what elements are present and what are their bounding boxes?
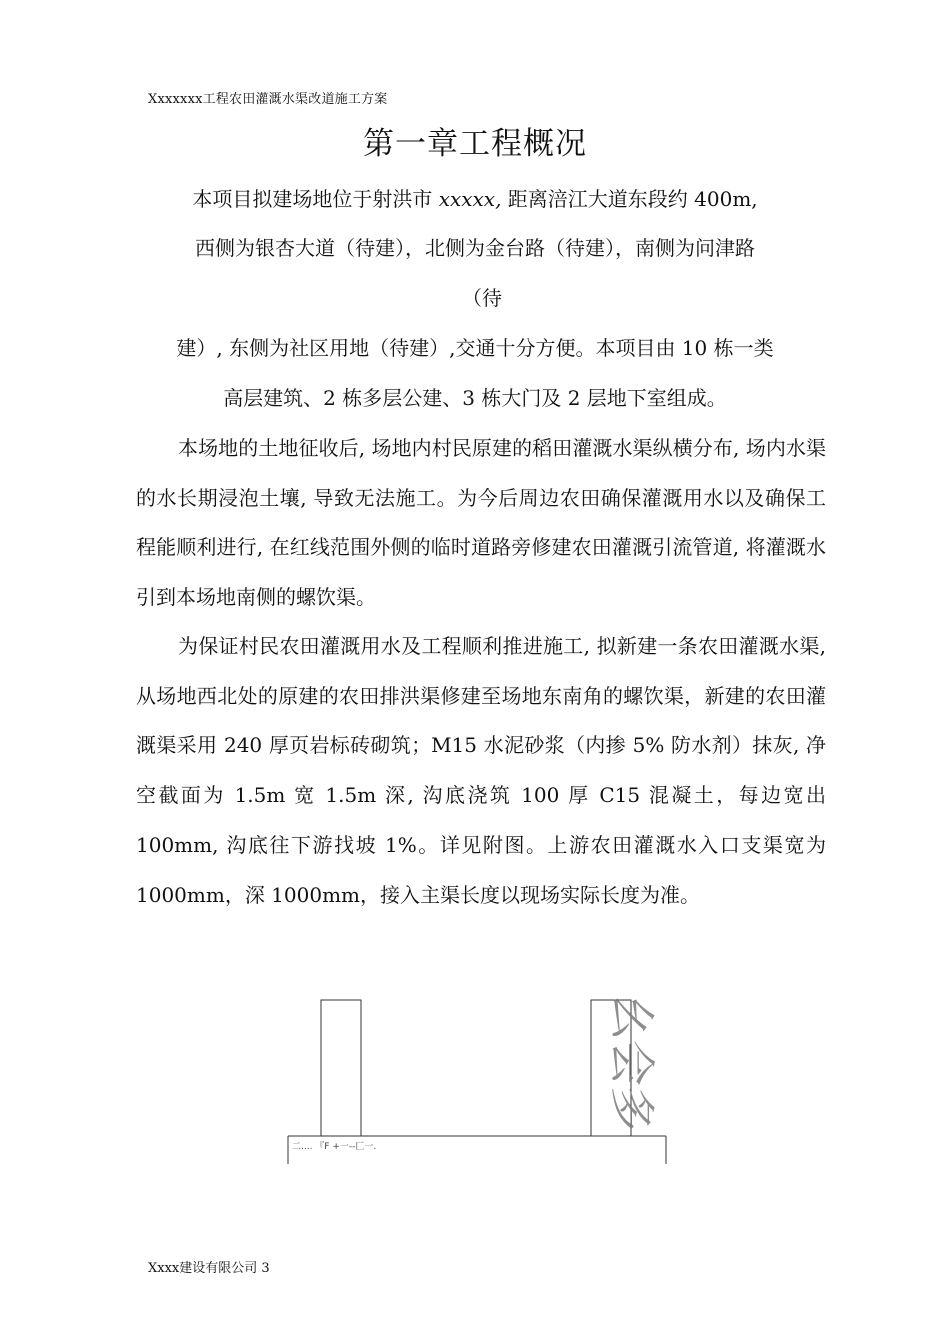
intro-line-1: [0, 189, 950, 209]
intro-line-4: 建）, 东侧为社区用地（待建）,交通十分方便。本项目由 10 栋一类: [176, 336, 774, 360]
intro-line-3: （待: [462, 286, 502, 310]
page-footer: Xxxx建设有限公司 3: [148, 1261, 270, 1276]
left-wall: [321, 1000, 361, 1136]
chapter-title: 第一章工程概况: [363, 126, 587, 162]
channel-section-drawing: [280, 992, 680, 1172]
watermark-stamp: 幺会多: [605, 994, 659, 1132]
intro-line-1-text-a: 本项目拟建场地位于射洪市: [192, 187, 439, 211]
intro-line-1-location: xxxxx,: [438, 187, 502, 211]
paragraph-land-acquisition: 本场地的土地征收后, 场地内村民原建的稻田灌溉水渠纵横分布, 场内水渠的水长期浸泡土壤, 导致无法施工。为今后周边农田确保灌溉用水以及确保工程能顺利进行, 在红线范围外侧的临时道路旁修建农田灌溉引流管道, 将灌溉水引到本场地南侧的螺饮渠。: [136, 436, 826, 610]
intro-line-2: 西侧为银杏大道（待建），北侧为金台路（待建），南侧为问津路: [195, 236, 755, 260]
base-label: 二.... 『F +一--匚一.: [292, 1142, 377, 1152]
page-header: Xxxxxxx工程农田灌溉水渠改道施工方案: [148, 92, 388, 107]
paragraph-new-channel: 为保证村民农田灌溉用水及工程顺利推进施工, 拟新建一条农田灌溉水渠, 从场地西北处的原建的农田排洪渠修建至场地东南角的螺饮渠，新建的农田灌溉渠采用 240 厚页岩标砖砌筑；M15 水泥砂浆（内掺 5% 防水剂）抹灰, 净空截面为 1.5m 宽 1.5m 深, 沟底浇筑 100 厚 C15 混凝土，每边宽出 100mm, 沟底往下游找坡 1%。详见附图。上游农田灌溉水入口支渠宽为 1000mm，深 1000mm，接入主渠长度以现场实际长度为准。: [136, 634, 826, 907]
intro-line-1-text-b: 距离涪江大道东段约 400m,: [501, 187, 758, 211]
intro-line-5: 高层建筑、2 栋多层公建、3 栋大门及 2 层地下室组成。: [223, 386, 727, 410]
